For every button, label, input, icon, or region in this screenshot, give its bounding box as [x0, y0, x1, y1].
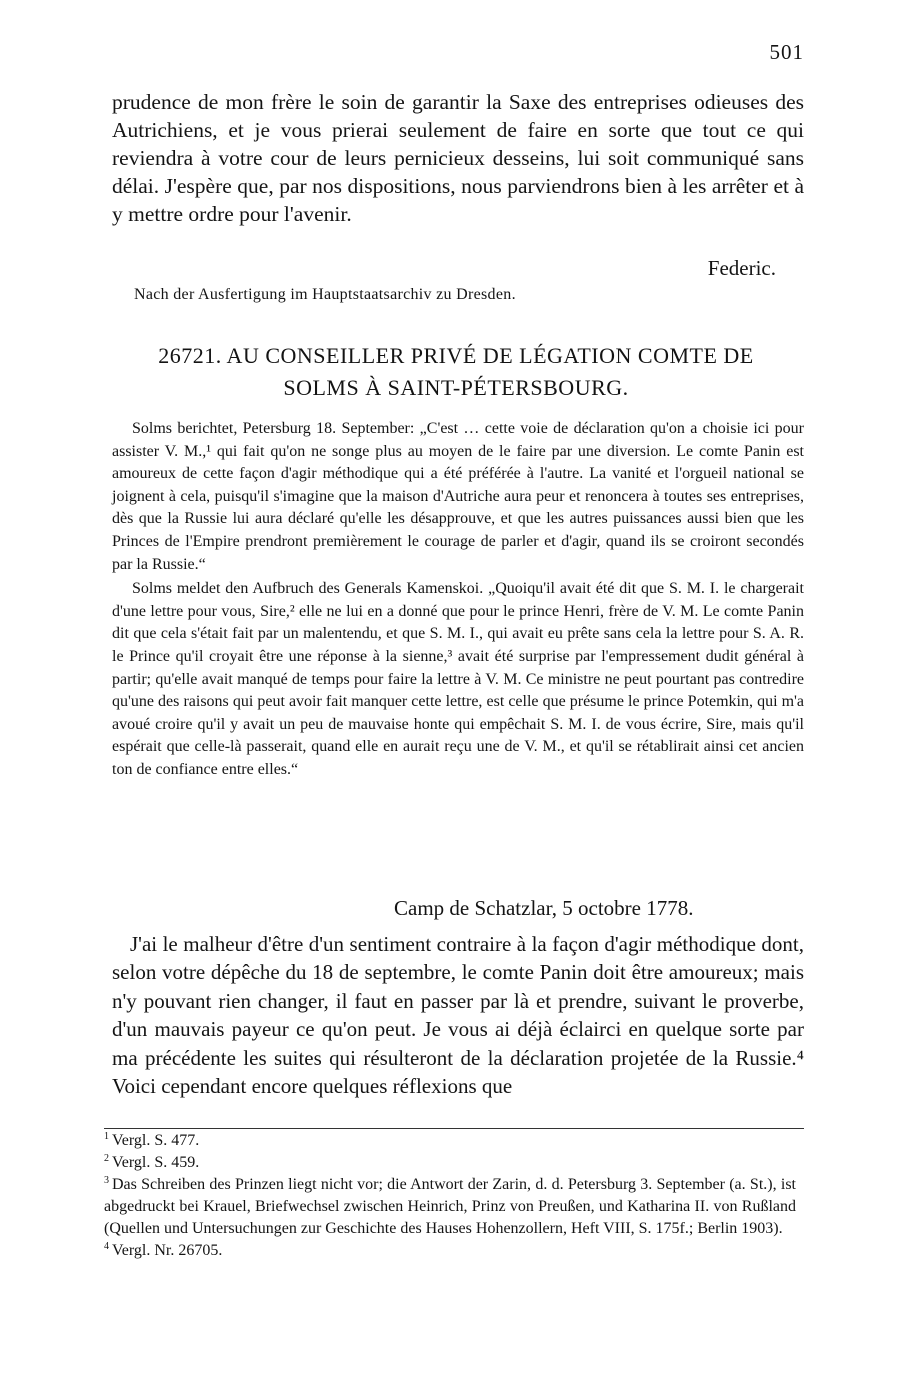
source-note: Nach der Ausfertigung im Hauptstaatsarchiv zu Dresden. [134, 286, 516, 303]
heading-line-1: 26721. AU CONSEILLER PRIVÉ DE LÉGATION COMTE DE [158, 343, 754, 368]
report-summary [112, 418, 804, 782]
heading-line-2: SOLMS À SAINT-PÉTERSBOURG. [283, 375, 629, 400]
letter-body [112, 930, 804, 1100]
document-heading [96, 340, 816, 404]
footnote-number: 2 [104, 1152, 109, 1164]
footnote-text: Das Schreiben des Prinzen liegt nicht vor; die Antwort der Zarin, d. d. Petersburg 3. September (a. St.), ist abgedruckt bei Krauel, Briefwechsel zwischen Heinrich, Prinz von Preußen, und Katharina II. von Rußland (Quellen und Untersuchungen zur Geschichte des Hauses Hohenzollern, Heft VIII, S. 175f.; Berlin 1903). [104, 1176, 796, 1237]
summary-paragraph-2: Solms meldet den Aufbruch des Generals Kamenskoi. „Quoiqu'il avait été dit que S. M. I. le chargerait d'une lettre pour vous, Sire,² elle ne lui en a donné que pour le prince Henri, frère de V. M. Le comte Panin dit que cela s'était fait par un malentendu, et que S. M. I., qui avait eu prête sans cela la lettre pour S. A. R. le Prince qu'il croyait être une réponse à la sienne,³ avait été surprise par l'empressement dudit général à partir; qu'elle avait manqué de temps pour faire la lettre à V. M. Ce ministre ne peut pourtant pas contredire qu'une des raisons qui peut avoir fait manquer cette lettre, est celle que présume le prince Potemkin, qui m'a avoué croire qu'il y avait un peu de mauvaise honte qui empêchait S. M. I. de vous écrire, Sire, mais qu'il espérait que celle-là passerait, quand elle en aurait reçu une de V. M., et qu'il se rétablirait ainsi cet ancien ton de confiance entre elles.“ [112, 580, 804, 778]
footnote-number: 1 [104, 1130, 109, 1142]
letter-continuation [112, 88, 804, 228]
summary-paragraph-1: Solms berichtet, Petersburg 18. September: „C'est … cette voie de déclaration qu'on a choisie ici pour assister V. M.,¹ qui fait qu'on ne songe plus au moyen de le faire par une diversion. Le comte Panin est amoureux de cette façon d'agir méthodique qui a été préférée à l'autre. La vanité et l'orgueil national se joignent à cela, puisqu'il s'imagine que la maison d'Autriche aura peur et renoncera à toutes ses entreprises, dès que la Russie lui aura déclaré qu'elle les désapprouve, et que les autres puissances aussi bien que les Princes de l'Empire prendront premièrement le courage de parler et d'agir, quand ils se croiront secondés par la Russie.“ [112, 420, 804, 573]
footnote [104, 1174, 796, 1240]
footnote [104, 1152, 796, 1174]
footnote-text: Vergl. S. 477. [112, 1132, 200, 1149]
page-number: 501 [769, 40, 804, 64]
footnote [104, 1130, 796, 1152]
footnote-divider [104, 1128, 804, 1129]
footnote [104, 1240, 796, 1262]
footnotes [104, 1130, 796, 1262]
dateline: Camp de Schatzlar, 5 octobre 1778. [394, 896, 694, 920]
footnote-number: 3 [104, 1174, 109, 1186]
letter-paragraph: J'ai le malheur d'être d'un sentiment contraire à la façon d'agir méthodique dont, selon votre dépêche du 18 de septembre, le comte Panin doit être amoureux; mais n'y pouvant rien changer, il faut en passer par là et prendre, suivant le proverbe, d'un mauvais payeur ce qu'on peut. Je vous ai déjà éclairci en quelque sorte par ma précédente les suites qui résulteront de la déclaration projetée de la Russie.⁴ Voici cependant encore quelques réflexions que [112, 932, 804, 1099]
footnote-number: 4 [104, 1240, 109, 1252]
footnote-text: Vergl. Nr. 26705. [112, 1242, 223, 1259]
footnote-text: Vergl. S. 459. [112, 1154, 200, 1171]
continuation-paragraph: prudence de mon frère le soin de garantir la Saxe des entreprises odieuses des Autrichiens, et je vous prierai seulement de faire en sorte que tout ce qui reviendra à votre cour de leurs pernicieux desseins, lui soit communiqué sans délai. J'espère que, par nos dispositions, nous parviendrons bien à les arrêter et à y mettre ordre pour l'avenir. [112, 90, 804, 226]
signature: Federic. [707, 256, 776, 280]
